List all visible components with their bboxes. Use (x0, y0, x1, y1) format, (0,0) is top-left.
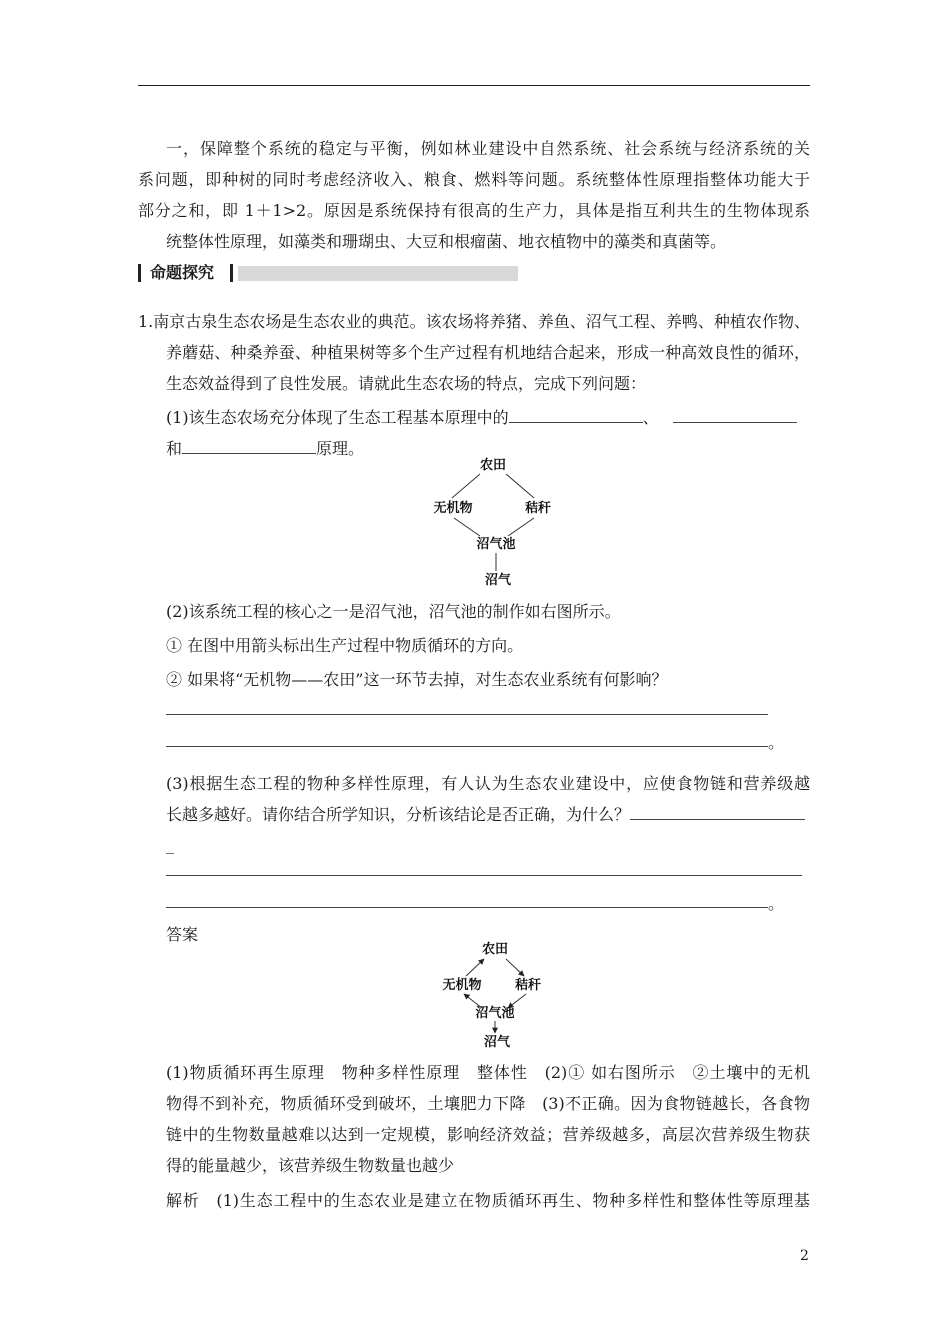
q3-line-2 (166, 800, 805, 830)
header-rule (138, 85, 810, 86)
section-bar-right (230, 264, 233, 282)
q1-suffix: 原理。 (316, 439, 365, 458)
intro-line-3: 部分之和，即 1＋1>2。原因是系统保持有很高的生产力，具体是指互利共生的生物体现系 (138, 201, 810, 220)
q1-prefix: (1)该生态农场充分体现了生态工程基本原理中的 (166, 408, 509, 427)
diagram-bottom-label: 沼气 (484, 573, 512, 588)
q1-blank-2[interactable] (673, 406, 797, 423)
intro-line-4: 统整体性原理，如藻类和珊瑚虫、大豆和根瘤菌、地衣植物中的藻类和真菌等。 (166, 232, 727, 251)
answer-diagram-top-label: 农田 (481, 942, 509, 957)
question-stem-line-2: 养蘑菇、种桑养蚕、种植果树等多个生产过程有机地结合起来，形成一种高效良性的循环， (166, 343, 810, 362)
diagram-left-label: 无机物 (433, 501, 473, 516)
section-shade (238, 266, 518, 281)
answer-diagram (432, 938, 562, 1050)
question-diagram (420, 452, 570, 592)
q2-period: 。 (768, 733, 785, 752)
q1-line (166, 403, 797, 433)
diagram-edge-top-right (506, 474, 534, 498)
q1-blank-3[interactable] (182, 437, 316, 454)
q3-line-1: (3)根据生态工程的物种多样性原理，有人认为生态农业建设中，应使食物链和营养级越 (166, 774, 810, 793)
q2-item-2: ② 如果将“无机物——农田”这一环节去掉，对生态农业系统有何影响？ (166, 670, 668, 689)
q3-blank[interactable] (630, 803, 805, 820)
q3-line-2-text: 长越多越好。请你结合所学知识，分析该结论是否正确，为什么？ (166, 805, 631, 824)
diagram-top-label: 农田 (479, 458, 507, 473)
q1-and: 和 (166, 439, 183, 458)
answer-arrow-left-to-top (466, 959, 484, 976)
answer-diagram-bottom-label: 沼气 (483, 1035, 511, 1050)
page-number: 2 (800, 1248, 809, 1264)
answer-diagram-left-label: 无机物 (442, 978, 482, 993)
question-stem-line-1: 1.南京古泉生态农场是生态农业的典范。该农场将养猪、养鱼、沼气工程、养鸭、种植农作物、 (138, 312, 810, 331)
answer-line-4: 得的能量越少，该营养级生物数量也越少 (166, 1156, 455, 1175)
q3-answer-line-2[interactable] (166, 907, 768, 908)
answer-line-1: (1)物质循环再生原理 物种多样性原理 整体性 (2)① 如右图所示 ②土壤中的无机 (166, 1063, 810, 1082)
analysis-line: 解析 (1)生态工程中的生态农业是建立在物质循环再生、物种多样性和整体性等原理基 (166, 1191, 810, 1210)
diagram-edge-left-center (454, 518, 480, 536)
q3-period: 。 (768, 894, 785, 913)
answer-line-3: 链中的生物数量越难以达到一定规模，影响经济效益；营养级越多，高层次营养级生物获 (166, 1125, 810, 1144)
q2-answer-line-2[interactable] (166, 746, 768, 747)
diagram-edge-right-center (508, 518, 534, 536)
question-stem-line-3: 生态效益得到了良性发展。请就此生态农场的特点，完成下列问题： (166, 374, 647, 393)
q2-intro: (2)该系统工程的核心之一是沼气池，沼气池的制作如右图所示。 (166, 602, 621, 621)
intro-line-1: 一，保障整个系统的稳定与平衡，例如林业建设中自然系统、社会系统与经济系统的关 (166, 139, 810, 158)
q1-separator: 、 (642, 408, 659, 427)
diagram-edge-top-left (452, 474, 480, 498)
q3-dash: _ (166, 835, 174, 854)
q3-answer-line-1[interactable] (166, 875, 802, 876)
diagram-right-label: 秸秆 (524, 501, 552, 516)
section-title: 命题探究 (150, 263, 215, 282)
section-bar-left (138, 264, 141, 282)
answer-arrow-top-to-right (506, 959, 524, 976)
answer-label: 答案 (166, 925, 199, 944)
q2-answer-line-1[interactable] (166, 714, 768, 715)
answer-diagram-right-label: 秸秆 (514, 978, 542, 993)
q2-item-1: ① 在图中用箭头标出生产过程中物质循环的方向。 (166, 636, 524, 655)
q1-line-2 (166, 434, 364, 464)
answer-diagram-center-label: 沼气池 (475, 1006, 515, 1021)
section-header (138, 262, 518, 284)
intro-line-2: 系问题，即种树的同时考虑经济收入、粮食、燃料等问题。系统整体性原理指整体功能大于 (138, 170, 810, 189)
answer-line-2: 物得不到补充，物质循环受到破坏，土壤肥力下降 (3)不正确。因为食物链越长，各食物 (166, 1094, 810, 1113)
q1-blank-1[interactable] (509, 406, 643, 423)
diagram-center-label: 沼气池 (476, 537, 516, 552)
